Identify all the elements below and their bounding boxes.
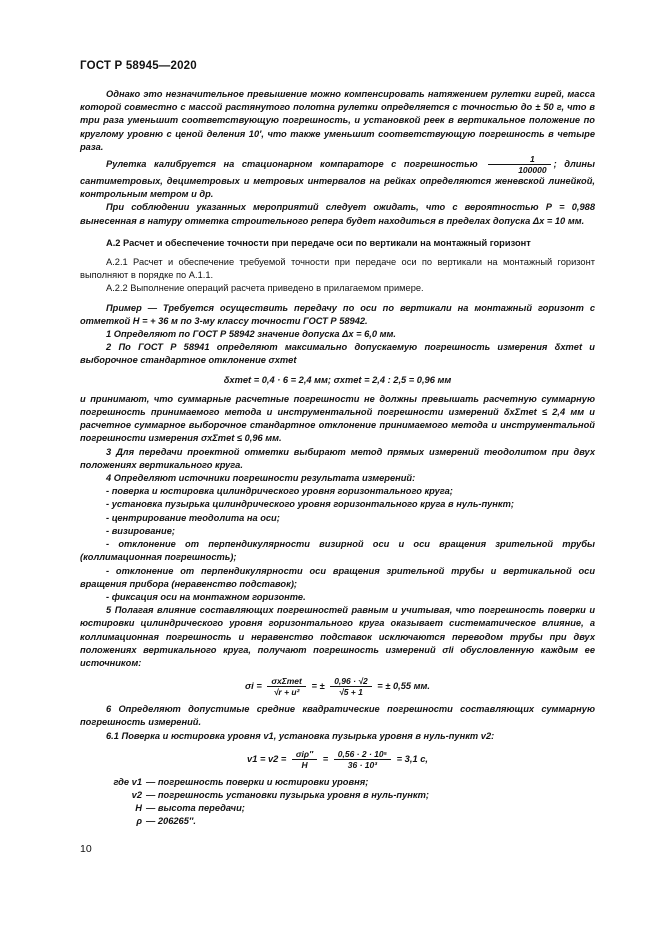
definition-h: H — высота передачи; [135,803,245,814]
standard-header: ГОСТ Р 58945—2020 [80,60,197,72]
step-2-continued: и принимают, что суммарные расчетные погрешности не должны превышать расчетную суммарную погрешность принимаемого метода и инструментальной погрешности измерений δxΣmet ≤ 2,4 мм и расчетное суммарное выборочное стандартное отклонение принимаемого метода и инструментальной погрешности измерения σxΣmet ≤ 0,96 мм. [80,393,595,444]
step-4: 4 Определяют источники погрешности результата измерений: [106,473,416,484]
step-3: 3 Для передачи проектной отметки выбирают метод прямых измерений теодолитом при двух положениях вертикального круга. [80,446,595,470]
page-body [80,88,595,829]
fraction-1-100000: $\frac{1}{100000}$ [488,154,550,175]
error-source-7: - фиксация оси на монтажном горизонте. [106,591,306,602]
paragraph-tension: Однако это незначительное превышение можно компенсировать натяжением рулетки гирей, масса которой совместно с массой растянутого полотна рулетки определяется с точностью до ± 50 г, что в три раза уменьшит соответствующую погрешность, и установкой реек в вертикальное положение по круглому уровню с ценой деления 10′, что также уменьшит соответствующую погрешность в четыре раза. [80,89,595,152]
step-5: 5 Полагая влияние составляющих погрешностей равным и учитывая, что погрешность поверки и юстировки цилиндрического уровня горизонтального круга оказывает систематическое влияние, а коллимационная погрешность и неравенство подставок исключаются переводом трубы при двух положениях вертикального круга, получают погрешность измерений σli обусловленную каждым ее источником: [80,605,595,668]
formula-v1-v2: v1 = v2 = $\frac{\text{σiρ″}}{H}$ = $\frac{\text{0,56 · 2 · 10⁵}}{\text{36 · 10³}}$ = 3,1 с, [247,748,428,770]
step-6: 6 Определяют допустимые средние квадратические погрешности составляющих суммарную погрешность измерений. [80,704,595,728]
step-2: 2 По ГОСТ Р 58941 определяют максимально допускаемую погрешность измерения δxmet и выборочное стандартное отклонение σxmet [80,342,595,366]
formula-sigma-i: σi = $\frac{\text{σxΣmet}}{\text{√r + u²}}$ = ± $\frac{0,96 \cdot √2}{√5 + 1}$ = ± 0,55 мм. [245,676,430,698]
definition-v2: v2 — погрешность установки пузырька уровня в нуль-пункт; [131,789,429,800]
section-a2-title: А.2 Расчет и обеспечение точности при передаче оси по вертикали на монтажный горизонт [106,237,531,248]
paragraph-calibration: Рулетка калибруется на стационарном компараторе с погрешностью $\frac{1}{100000}$ ; длины сантиметровых, дециметровых и метровых интервалов на рейках определяются женевской линейкой, контрольным метром и др. [80,154,595,200]
error-source-4: - визирование; [106,525,175,536]
paragraph-a22: А.2.2 Выполнение операций расчета приведено в прилагаемом примере. [106,283,424,294]
error-source-2: - установка пузырька цилиндрического уровня горизонтального круга в нуль-пункт; [106,499,514,510]
error-source-5: - отклонение от перпендикулярности визирной оси и оси вращения зрительной трубы (коллимационная погрешность); [80,539,595,563]
paragraph-probability: При соблюдении указанных мероприятий следует ожидать, что с вероятностью Р = 0,988 вынесенная в натуру отметка строительного репера будет находиться в пределах допуска Δх = 10 мм. [80,202,595,226]
paragraph-a21: А.2.1 Расчет и обеспечение требуемой точности при передаче оси по вертикали на монтажный горизонт выполняют в порядке по А.1.1. [80,257,595,281]
definition-v1: где v1 — погрешность поверки и юстировки уровня; [113,776,369,787]
error-source-6: - отклонение от перпендикулярности оси вращения зрительной трубы и вертикальной оси вращения прибора (неравенство подставок); [80,565,595,589]
formula-delta-sigma: δxmet = 0,4 · 6 = 2,4 мм; σxmet = 2,4 : 2,5 = 0,96 мм [223,374,452,385]
page-number: 10 [80,843,92,855]
where-definitions [80,776,595,829]
step-1: 1 Определяют по ГОСТ Р 58942 значение допуска Δх = 6,0 мм. [106,329,396,340]
error-source-1: - поверка и юстировка цилиндрического уровня горизонтального круга; [106,486,453,497]
step-6-1: 6.1 Поверка и юстировка уровня v1, установка пузырька уровня в нуль-пункт v2: [106,730,495,741]
example-intro: Пример — Требуется осуществить передачу по оси по вертикали на монтажный горизонт с отметкой Н = + 36 м по 3-му классу точности ГОСТ Р 58942. [80,302,595,326]
error-source-3: - центрирование теодолита на оси; [106,512,280,523]
definition-rho: ρ — 206265″. [136,816,196,827]
